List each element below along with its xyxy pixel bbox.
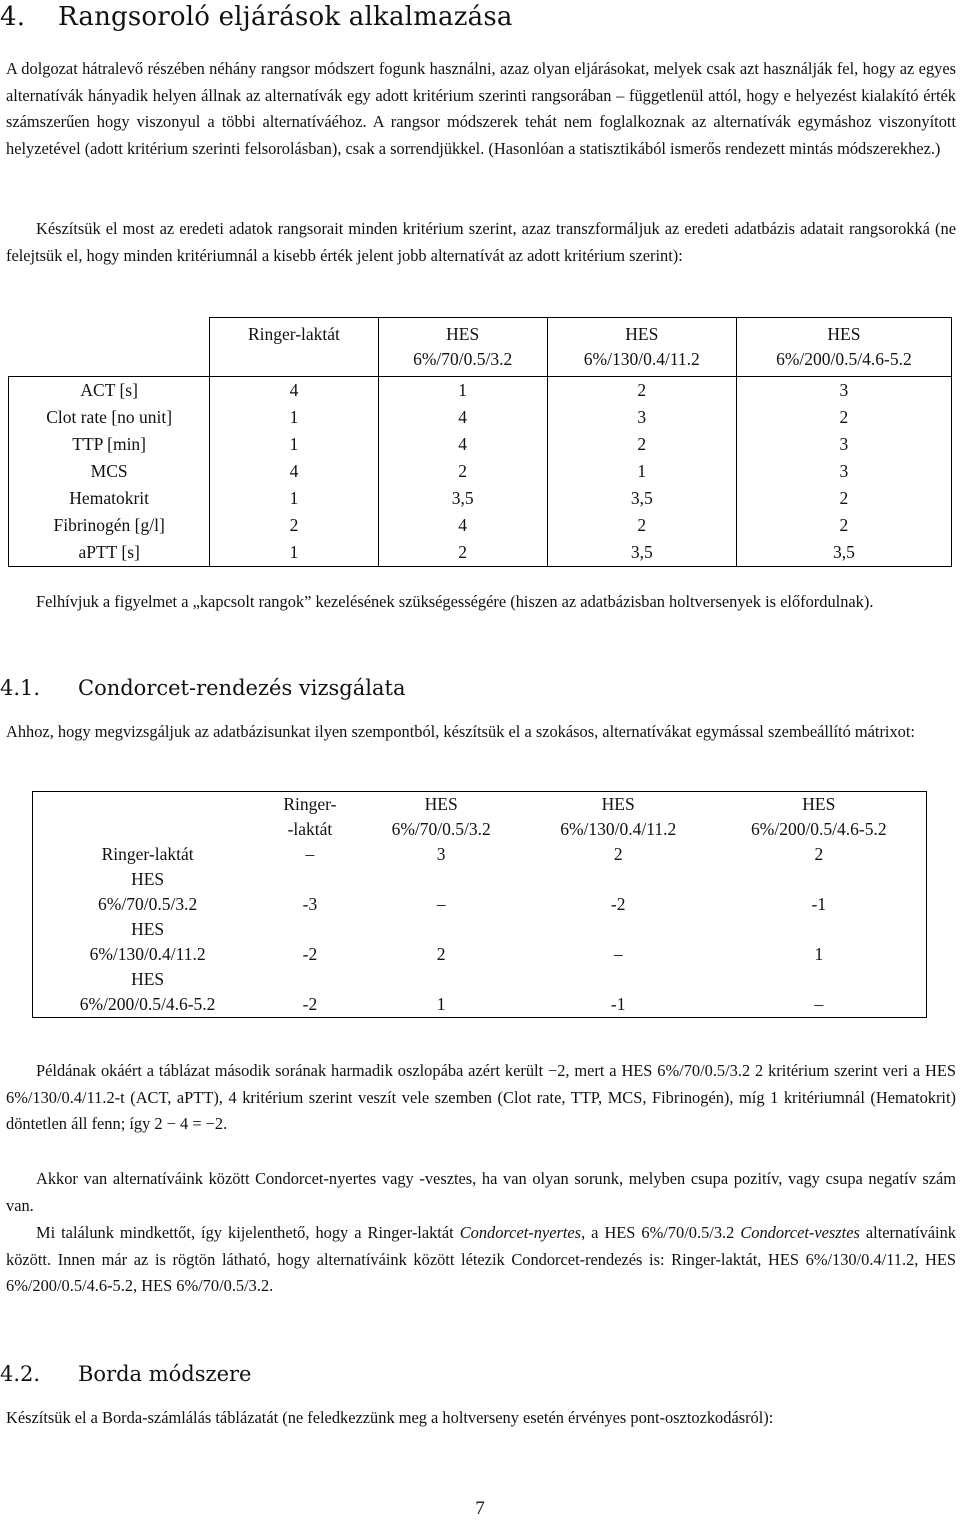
condorcet-loser-term: Condorcet-vesztes: [740, 1223, 860, 1242]
rank-cell: 4: [378, 404, 547, 431]
rank-header-cell-2: HES 6%/70/0.5/3.2: [378, 318, 547, 377]
rank-cell: 4: [210, 458, 378, 485]
rank-cell: 1: [210, 539, 378, 567]
condorcet-table-row: [33, 967, 927, 1018]
rank-cell: 2: [547, 377, 736, 405]
condorcet-definition-paragraph: Akkor van alternatíváink között Condorcet-nyertes vagy -vesztes, ha van olyan sorunk, melyben csupa pozitív, vagy csupa negatív szám van.: [6, 1169, 956, 1215]
section-number: 4.: [0, 2, 26, 32]
rank-cell: 3,5: [547, 539, 736, 567]
subsection-number: 4.1.: [0, 676, 41, 700]
condorcet-cell: 2: [436, 944, 446, 964]
condorcet-row-label: HES 6%/70/0.5/3.2: [33, 867, 263, 917]
tie-note: Felhívjuk a figyelmet a „kapcsolt rangok” kezelésének szükségességére (hiszen az adatbázisban holtversenyek is előfordulnak).: [36, 592, 874, 611]
rank-cell: 2: [736, 485, 951, 512]
rank-cell: 3,5: [736, 539, 951, 567]
condorcet-header-cell-4: HES 6%/200/0.5/4.6-5.2: [712, 792, 927, 843]
intro-paragraph-2: Készítsük el most az eredeti adatok rangsorait minden kritérium szerint, azaz transzformáljuk az eredeti adatbázis adatait rangsorokká (ne felejtsük el, hogy minden kritériumnál a kisebb érték jelent jobb alternatívát az adott kritérium szerint):: [6, 219, 956, 265]
condorcet-cell: 1: [358, 967, 525, 1018]
condorcet-row-label: HES 6%/130/0.4/11.2: [33, 917, 263, 967]
rank-cell: 3: [736, 377, 951, 405]
condorcet-table-header: [33, 792, 927, 843]
condorcet-row-label: Ringer-laktát: [33, 842, 263, 867]
rank-header-cell-3: HES 6%/130/0.4/11.2: [547, 318, 736, 377]
rank-cell: 1: [378, 377, 547, 405]
rank-cell: 1: [547, 458, 736, 485]
section-title: Rangsoroló eljárások alkalmazása: [58, 2, 513, 32]
rank-row-label: Hematokrit: [9, 485, 210, 512]
rank-cell: 2: [210, 512, 378, 539]
condorcet-row-label: HES 6%/200/0.5/4.6-5.2: [33, 967, 263, 1018]
condorcet-result-paragraph: Mi találunk mindkettőt, így kijelenthető, hogy a Ringer-laktát Condorcet-nyertes, a HES 6%/70/0.5/3.2 Condorcet-vesztes alternatíváink között. Innen már az is rögtön látható, hogy alternatíváink között létezik Condorcet-rendezés is: Ringer-laktát, HES 6%/130/0.4/11.2, HES 6%/200/0.5/4.6-5.2, HES 6%/70/0.5/3.2.: [6, 1223, 956, 1295]
rank-table-row: [9, 377, 952, 405]
rank-header-cell-4: HES 6%/200/0.5/4.6-5.2: [736, 318, 951, 377]
rank-cell: 3: [736, 431, 951, 458]
rank-row-label: Fibrinogén [g/l]: [9, 512, 210, 539]
rank-cell: 1: [210, 431, 378, 458]
condorcet-table: [32, 791, 927, 1018]
rank-cell: 1: [210, 485, 378, 512]
rank-row-label: MCS: [9, 458, 210, 485]
rank-row-label: aPTT [s]: [9, 539, 210, 567]
rank-table: [8, 317, 952, 567]
condorcet-header-cell-2: HES 6%/70/0.5/3.2: [358, 792, 525, 843]
condorcet-table-row: [33, 867, 927, 917]
rank-cell: 3: [547, 404, 736, 431]
condorcet-winner-term: Condorcet-nyertes: [459, 1223, 582, 1242]
condorcet-cell: -2: [610, 894, 626, 914]
rank-header-cell-1: Ringer-laktát: [210, 318, 378, 377]
rank-cell: 4: [378, 431, 547, 458]
rank-cell: 2: [736, 512, 951, 539]
condorcet-cell: -1: [525, 967, 712, 1018]
section42-paragraph: Készítsük el a Borda-számlálás táblázatát (ne feledkezzünk meg a holtverseny esetén érvényes pont-osztozkodásról):: [6, 1408, 774, 1427]
subsection-heading-4-1: [0, 676, 405, 700]
rank-row-label: TTP [min]: [9, 431, 210, 458]
condorcet-cell: 3: [436, 844, 446, 864]
rank-row-label: Clot rate [no unit]: [9, 404, 210, 431]
rank-table-row: [9, 485, 952, 512]
rank-cell: 4: [210, 377, 378, 405]
condorcet-cell: -2: [262, 967, 357, 1018]
condorcet-cell: –: [712, 967, 927, 1018]
rank-cell: 2: [378, 539, 547, 567]
subsection-title: Condorcet-rendezés vizsgálata: [78, 676, 406, 700]
rank-table-row: [9, 404, 952, 431]
rank-cell: 3: [736, 458, 951, 485]
rank-cell: 2: [547, 512, 736, 539]
rank-cell: 3,5: [378, 485, 547, 512]
condorcet-cell: 2: [613, 844, 623, 864]
condorcet-cell: 2: [712, 842, 927, 867]
rank-table-row: [9, 539, 952, 567]
condorcet-cell: -2: [302, 944, 318, 964]
rank-cell: 2: [736, 404, 951, 431]
page-number: 7: [475, 1498, 485, 1519]
rank-row-label: ACT [s]: [9, 377, 210, 405]
subsection-number: 4.2.: [0, 1362, 41, 1386]
subsection-heading-4-2: [0, 1362, 252, 1386]
condorcet-cell: –: [436, 894, 446, 914]
intro-paragraph-1: A dolgozat hátralevő részében néhány rangsor módszert fogunk használni, azaz olyan eljárásokat, melyek csak azt használják fel, hogy az egyes alternatívák hányadik helyen állnak az alternatívák egy adott kritérium szerinti rangsorában – függetlenül attól, hogy e helyezést kialakító érték számszerűen hogy viszonyul a többi alternatíváéhoz. A rangsor módszerek tehát nem foglalkoznak az alternatívák egymáshoz viszonyított helyzetével (adott kritérium szerinti felsorolásban), csak a sorrendjükkel. (Hasonlóan a statisztikából ismerős rendezett mintás módszerekhez.): [6, 59, 956, 158]
condorcet-cell: -1: [712, 867, 927, 917]
section-heading: [0, 2, 513, 32]
condorcet-cell: 1: [712, 917, 927, 967]
condorcet-header-cell-3: HES 6%/130/0.4/11.2: [525, 792, 712, 843]
condorcet-cell: –: [305, 844, 315, 864]
condorcet-header-cell-0: [33, 792, 263, 843]
rank-cell: 4: [378, 512, 547, 539]
condorcet-cell: -3: [302, 894, 318, 914]
section41-paragraph: Ahhoz, hogy megvizsgáljuk az adatbázisunkat ilyen szempontból, készítsük el a szokásos, alternatívákat egymással szembeállító mátrixot:: [6, 722, 915, 741]
condorcet-cell: –: [613, 944, 623, 964]
rank-header-cell-0: [9, 318, 210, 377]
rank-cell: 2: [378, 458, 547, 485]
condorcet-table-row: [33, 842, 927, 867]
rank-cell: 2: [547, 431, 736, 458]
condorcet-header-cell-1: Ringer- -laktát: [262, 792, 357, 843]
rank-table-row: [9, 431, 952, 458]
rank-cell: 3,5: [547, 485, 736, 512]
condorcet-table-row: [33, 917, 927, 967]
rank-table-row: [9, 512, 952, 539]
example-paragraph: Példának okáért a táblázat második sorának harmadik oszlopába azért került −2, mert a HES 6%/70/0.5/3.2 2 kritérium szerint veri a HES 6%/130/0.4/11.2-t (ACT, aPTT), 4 kritérium szerint veszít vele szemben (Clot rate, TTP, MCS, Fibrinogén), míg 1 kritériumnál (Hematokrit) döntetlen áll fenn; így 2 − 4 = −2.: [6, 1061, 956, 1133]
rank-table-row: [9, 458, 952, 485]
rank-cell: 1: [210, 404, 378, 431]
subsection-title: Borda módszere: [78, 1362, 252, 1386]
rank-table-header: [9, 318, 952, 377]
